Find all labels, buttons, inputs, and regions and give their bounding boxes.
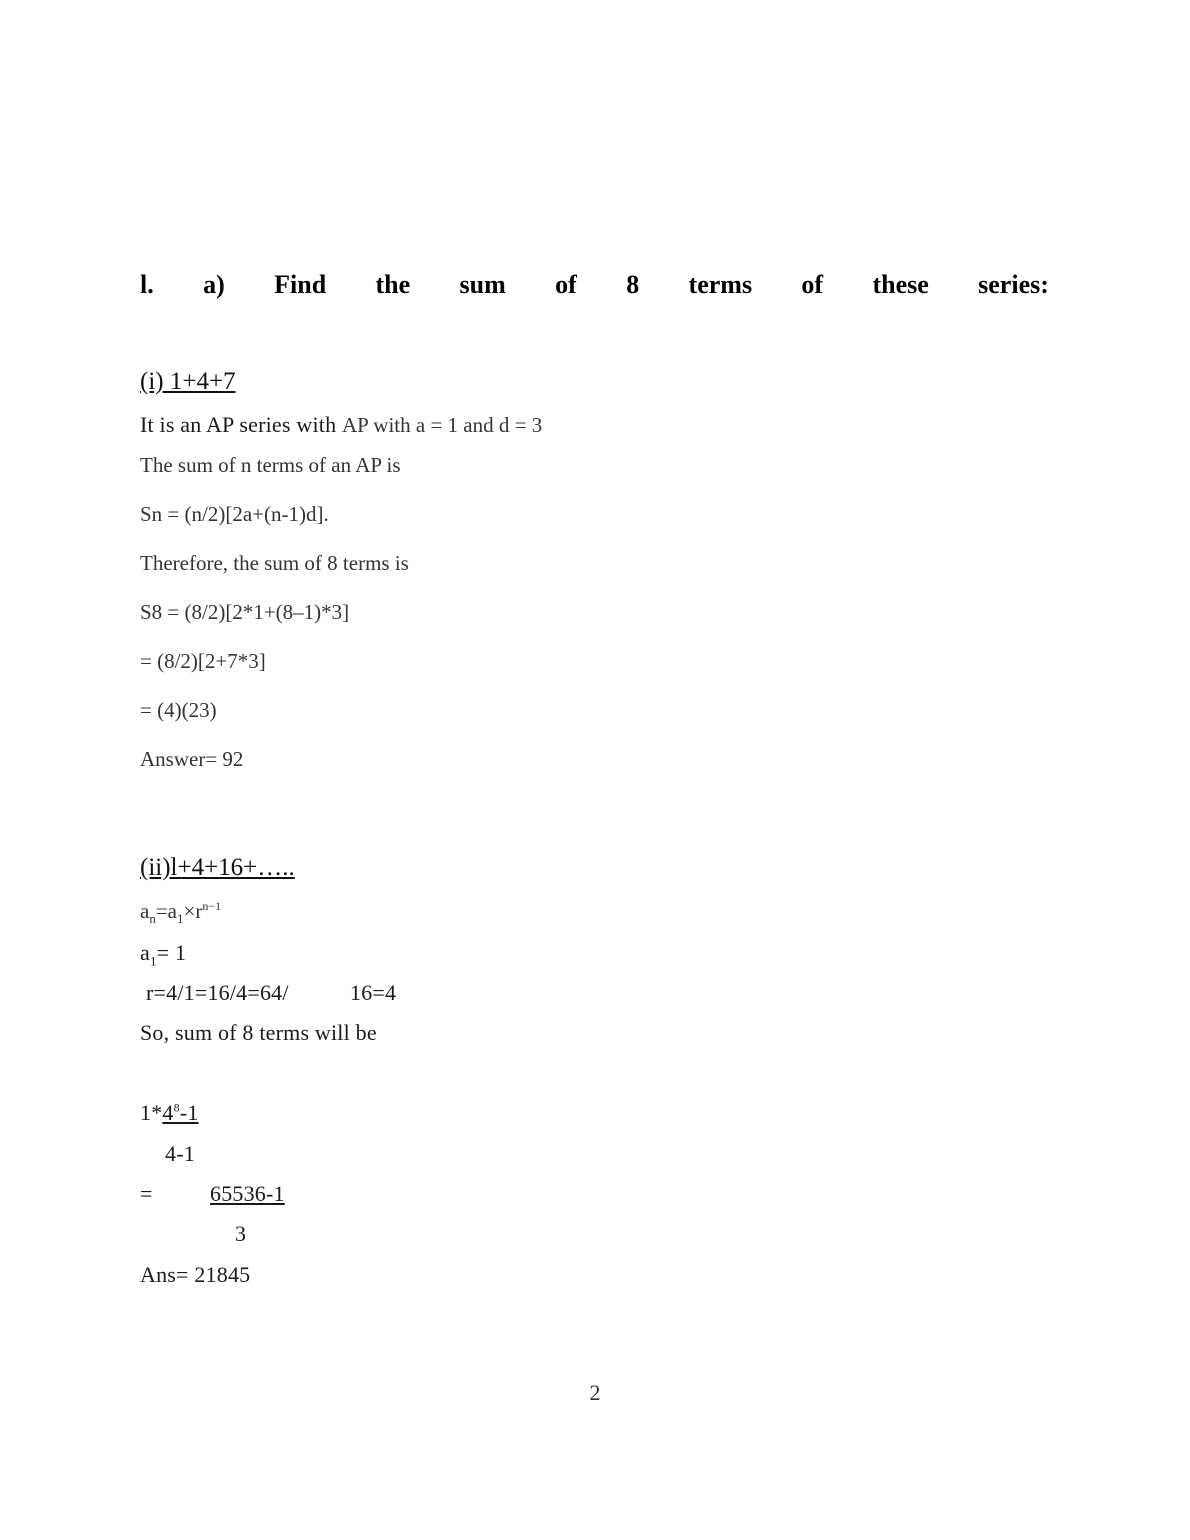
part1-title: (i) 1+4+7	[140, 368, 236, 395]
heading-word: Find	[274, 270, 327, 299]
fraction-2-numerator: 65536-1	[210, 1181, 285, 1206]
part2-sum-intro: So, sum of 8 terms will be	[140, 1020, 377, 1045]
part1-answer: Answer= 92	[140, 747, 244, 771]
formula-n-sub: n	[149, 911, 156, 927]
a1-rest: = 1	[156, 940, 187, 965]
part1-line-4: S8 = (8/2)[2*1+(8–1)*3]	[140, 600, 350, 624]
part2-answer: Ans= 21845	[140, 1262, 251, 1287]
fraction-2-denominator: 3	[235, 1221, 247, 1246]
part1-line-1: The sum of n terms of an AP is	[140, 453, 401, 477]
num-base: 4	[162, 1100, 174, 1125]
fraction-1-denominator: 4-1	[165, 1141, 195, 1166]
formula-one-sub: 1	[177, 911, 184, 927]
heading-word: of	[555, 270, 577, 299]
part1-intro-a: It is an AP series with	[140, 412, 342, 437]
heading-word: l.	[140, 270, 154, 299]
part1-line-6: = (4)(23)	[140, 698, 217, 722]
equals-sign: =	[140, 1181, 153, 1206]
heading-word: sum	[459, 270, 506, 299]
fraction-1-numerator	[140, 1102, 199, 1124]
num-exp: 8	[173, 1100, 180, 1115]
heading-word: series:	[978, 270, 1049, 299]
part1-line-3: Therefore, the sum of 8 terms is	[140, 551, 409, 575]
num-prefix: 1*	[140, 1100, 163, 1125]
heading-word: a)	[203, 270, 225, 299]
num-tail: -1	[179, 1100, 199, 1125]
part1-intro-b: AP with a = 1 and d = 3	[341, 413, 543, 437]
heading-word: terms	[688, 270, 753, 299]
heading-word: the	[375, 270, 411, 299]
part2-formula	[140, 899, 222, 927]
question-heading	[140, 272, 1049, 298]
heading-word: of	[801, 270, 824, 299]
num-underlined	[162, 1100, 198, 1125]
heading-word: 8	[626, 270, 640, 299]
part1-line-2: Sn = (n/2)[2a+(n-1)d].	[140, 502, 329, 526]
page-number: 2	[589, 1380, 601, 1405]
a1-sub: 1	[149, 953, 157, 969]
part1-intro	[140, 414, 542, 436]
formula-a: a	[140, 899, 150, 923]
formula-exp: n−1	[202, 899, 222, 913]
part2-a1	[140, 940, 187, 969]
part2-ratio-b: 16=4	[350, 980, 397, 1005]
formula-rest: ×r	[183, 899, 203, 923]
formula-mid: =a	[155, 899, 177, 923]
heading-word: these	[872, 270, 929, 299]
part2-title: (ii)l+4+16+…..	[140, 854, 295, 881]
part2-ratio-a: r=4/1=16/4=64/	[146, 980, 289, 1005]
part1-line-5: = (8/2)[2+7*3]	[140, 649, 266, 673]
a1-a: a	[140, 940, 150, 965]
